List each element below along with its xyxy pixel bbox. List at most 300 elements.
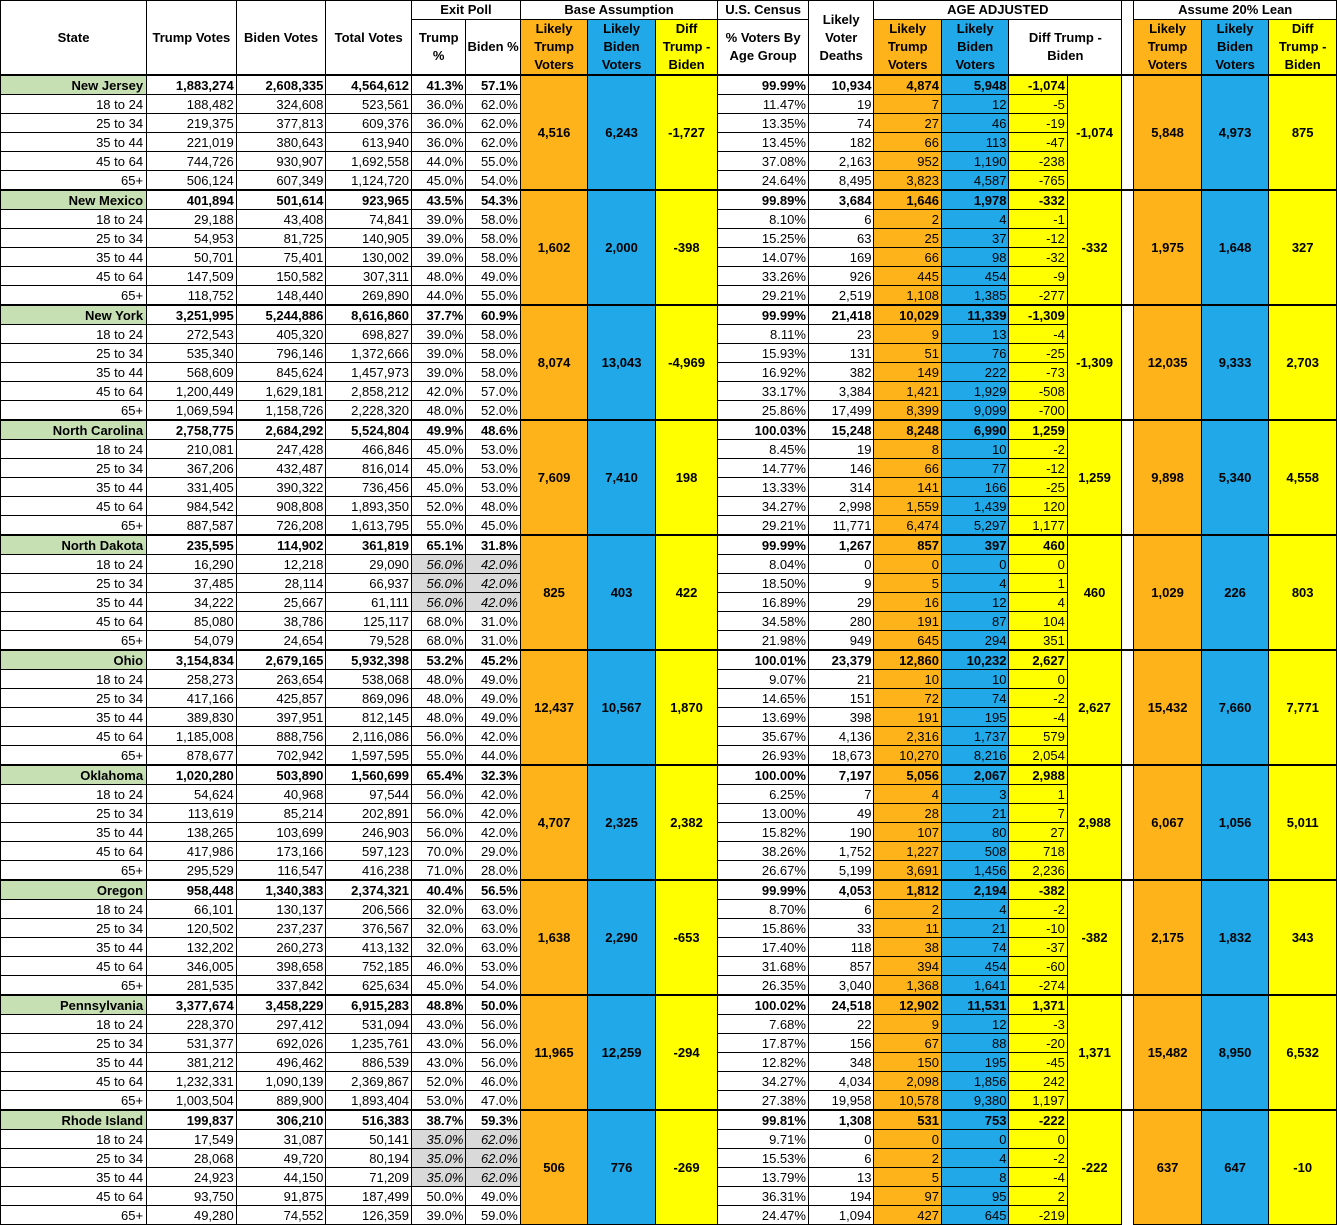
age-biden-votes: 49,720 <box>236 1149 326 1168</box>
age-adj-biden: 37 <box>941 229 1009 248</box>
age-adj-diff: -45 <box>1009 1053 1067 1072</box>
age-biden-votes: 74,552 <box>236 1206 326 1225</box>
base-likely-trump: 4,707 <box>520 765 588 880</box>
age-census-pct: 15.53% <box>718 1149 809 1168</box>
age-adj-trump: 645 <box>874 631 942 651</box>
age-deaths: 29 <box>808 593 873 612</box>
age-trump-pct: 45.0% <box>412 976 466 996</box>
age-adj-diff: -32 <box>1009 248 1067 267</box>
age-group: 45 to 64 <box>1 1187 147 1206</box>
state-deaths: 15,248 <box>808 420 873 440</box>
lean-likely-biden: 1,648 <box>1201 190 1269 305</box>
age-trump-pct: 36.0% <box>412 95 466 114</box>
state-adj-biden: 10,232 <box>941 650 1009 670</box>
age-adj-trump: 28 <box>874 804 942 823</box>
age-adj-biden: 77 <box>941 459 1009 478</box>
age-biden-pct: 63.0% <box>466 919 520 938</box>
age-group: 25 to 34 <box>1 344 147 363</box>
age-adj-biden: 5,297 <box>941 516 1009 536</box>
age-trump-pct: 68.0% <box>412 612 466 631</box>
age-census-pct: 13.69% <box>718 708 809 727</box>
age-adj-biden: 1,856 <box>941 1072 1009 1091</box>
state-adj-diff: 1,259 <box>1009 420 1067 440</box>
state-census-pct: 99.81% <box>718 1110 809 1130</box>
age-biden-votes: 380,643 <box>236 133 326 152</box>
age-census-pct: 8.70% <box>718 900 809 919</box>
age-adj-diff: 0 <box>1009 555 1067 574</box>
age-total-votes: 1,613,795 <box>326 516 412 536</box>
age-trump-pct: 56.0% <box>412 574 466 593</box>
age-deaths: 1,094 <box>808 1206 873 1225</box>
state-total-votes: 361,819 <box>326 535 412 555</box>
age-adj-biden: 74 <box>941 938 1009 957</box>
age-total-votes: 886,539 <box>326 1053 412 1072</box>
age-biden-pct: 53.0% <box>466 957 520 976</box>
header-census: U.S. Census <box>718 1 809 20</box>
adj-diff-total: -382 <box>1067 880 1121 995</box>
age-census-pct: 33.17% <box>718 382 809 401</box>
state-trump-pct: 49.9% <box>412 420 466 440</box>
age-group: 25 to 34 <box>1 229 147 248</box>
state-biden-votes: 501,614 <box>236 190 326 210</box>
age-trump-votes: 54,624 <box>147 785 237 804</box>
state-total-votes: 8,616,860 <box>326 305 412 325</box>
header-base-likely-trump: Likely Trump Voters <box>520 20 588 76</box>
age-biden-pct: 31.0% <box>466 612 520 631</box>
age-adj-trump: 427 <box>874 1206 942 1225</box>
base-likely-biden: 10,567 <box>588 650 656 765</box>
age-adj-trump: 107 <box>874 823 942 842</box>
state-row <box>1 765 1337 785</box>
age-adj-trump: 7 <box>874 95 942 114</box>
age-trump-pct: 70.0% <box>412 842 466 861</box>
age-biden-votes: 1,629,181 <box>236 382 326 401</box>
column-gap <box>1122 1 1134 76</box>
base-likely-trump: 506 <box>520 1110 588 1225</box>
base-likely-biden: 6,243 <box>588 75 656 190</box>
age-biden-votes: 247,428 <box>236 440 326 459</box>
adj-diff-total: -1,309 <box>1067 305 1121 420</box>
age-adj-biden: 12 <box>941 1015 1009 1034</box>
age-census-pct: 38.26% <box>718 842 809 861</box>
state-census-pct: 99.99% <box>718 305 809 325</box>
age-census-pct: 13.79% <box>718 1168 809 1187</box>
age-group: 65+ <box>1 286 147 306</box>
age-biden-votes: 432,487 <box>236 459 326 478</box>
age-trump-pct: 32.0% <box>412 938 466 957</box>
age-trump-pct: 56.0% <box>412 785 466 804</box>
age-biden-votes: 148,440 <box>236 286 326 306</box>
age-adj-trump: 150 <box>874 1053 942 1072</box>
age-adj-trump: 952 <box>874 152 942 171</box>
age-census-pct: 13.00% <box>718 804 809 823</box>
age-trump-pct: 39.0% <box>412 248 466 267</box>
age-biden-votes: 398,658 <box>236 957 326 976</box>
state-trump-pct: 65.4% <box>412 765 466 785</box>
age-biden-votes: 702,942 <box>236 746 326 766</box>
age-adj-biden: 195 <box>941 1053 1009 1072</box>
age-adj-diff: -20 <box>1009 1034 1067 1053</box>
state-biden-pct: 31.8% <box>466 535 520 555</box>
age-deaths: 0 <box>808 555 873 574</box>
lean-diff: 327 <box>1269 190 1337 305</box>
age-trump-pct: 44.0% <box>412 152 466 171</box>
age-group: 65+ <box>1 171 147 191</box>
age-deaths: 9 <box>808 574 873 593</box>
state-biden-pct: 45.2% <box>466 650 520 670</box>
age-biden-pct: 42.0% <box>466 574 520 593</box>
age-deaths: 348 <box>808 1053 873 1072</box>
age-group: 25 to 34 <box>1 919 147 938</box>
age-adj-biden: 4 <box>941 1149 1009 1168</box>
base-diff: -398 <box>655 190 717 305</box>
age-adj-trump: 1,368 <box>874 976 942 996</box>
age-deaths: 49 <box>808 804 873 823</box>
age-group: 45 to 64 <box>1 382 147 401</box>
age-adj-trump: 51 <box>874 344 942 363</box>
age-biden-pct: 49.0% <box>466 708 520 727</box>
age-group: 45 to 64 <box>1 267 147 286</box>
age-deaths: 1,752 <box>808 842 873 861</box>
base-likely-trump: 11,965 <box>520 995 588 1110</box>
age-total-votes: 66,937 <box>326 574 412 593</box>
state-total-votes: 1,560,699 <box>326 765 412 785</box>
age-deaths: 74 <box>808 114 873 133</box>
age-adj-biden: 8,216 <box>941 746 1009 766</box>
state-adj-biden: 11,531 <box>941 995 1009 1015</box>
age-biden-pct: 62.0% <box>466 1168 520 1187</box>
adj-diff-total: 1,259 <box>1067 420 1121 535</box>
age-total-votes: 416,238 <box>326 861 412 881</box>
age-adj-biden: 1,641 <box>941 976 1009 996</box>
age-biden-pct: 53.0% <box>466 478 520 497</box>
state-census-pct: 99.99% <box>718 880 809 900</box>
age-deaths: 13 <box>808 1168 873 1187</box>
column-gap <box>1122 765 1134 880</box>
age-trump-pct: 45.0% <box>412 459 466 478</box>
age-biden-pct: 53.0% <box>466 440 520 459</box>
adj-diff-total: 1,371 <box>1067 995 1121 1110</box>
age-adj-diff: 579 <box>1009 727 1067 746</box>
state-census-pct: 100.01% <box>718 650 809 670</box>
age-total-votes: 1,692,558 <box>326 152 412 171</box>
state-deaths: 4,053 <box>808 880 873 900</box>
age-group: 35 to 44 <box>1 938 147 957</box>
age-adj-diff: 2 <box>1009 1187 1067 1206</box>
age-group: 35 to 44 <box>1 363 147 382</box>
age-trump-pct: 52.0% <box>412 497 466 516</box>
age-group: 25 to 34 <box>1 804 147 823</box>
age-census-pct: 15.25% <box>718 229 809 248</box>
age-biden-votes: 103,699 <box>236 823 326 842</box>
age-adj-biden: 8 <box>941 1168 1009 1187</box>
age-adj-trump: 3,691 <box>874 861 942 881</box>
age-deaths: 17,499 <box>808 401 873 421</box>
base-likely-biden: 2,325 <box>588 765 656 880</box>
lean-diff: 7,771 <box>1269 650 1337 765</box>
age-deaths: 151 <box>808 689 873 708</box>
age-deaths: 857 <box>808 957 873 976</box>
age-trump-votes: 887,587 <box>147 516 237 536</box>
state-biden-votes: 3,458,229 <box>236 995 326 1015</box>
age-adj-diff: -25 <box>1009 478 1067 497</box>
age-deaths: 19 <box>808 440 873 459</box>
header-trump-votes: Trump Votes <box>147 1 237 76</box>
age-census-pct: 17.87% <box>718 1034 809 1053</box>
column-gap <box>1122 305 1134 420</box>
age-adj-biden: 9,380 <box>941 1091 1009 1111</box>
base-likely-biden: 776 <box>588 1110 656 1225</box>
age-trump-pct: 44.0% <box>412 286 466 306</box>
age-biden-votes: 263,654 <box>236 670 326 689</box>
state-adj-trump: 10,029 <box>874 305 942 325</box>
header-lean-likely-biden: Likely Biden Voters <box>1201 20 1269 76</box>
age-biden-pct: 31.0% <box>466 631 520 651</box>
age-adj-trump: 141 <box>874 478 942 497</box>
state-biden-votes: 2,684,292 <box>236 420 326 440</box>
age-adj-trump: 2,316 <box>874 727 942 746</box>
base-diff: 1,870 <box>655 650 717 765</box>
age-biden-pct: 29.0% <box>466 842 520 861</box>
state-total-votes: 516,383 <box>326 1110 412 1130</box>
age-biden-votes: 116,547 <box>236 861 326 881</box>
age-biden-pct: 58.0% <box>466 229 520 248</box>
state-census-pct: 100.03% <box>718 420 809 440</box>
column-gap <box>1122 75 1134 190</box>
age-trump-votes: 1,232,331 <box>147 1072 237 1091</box>
age-total-votes: 61,111 <box>326 593 412 612</box>
age-trump-pct: 48.0% <box>412 689 466 708</box>
age-biden-votes: 75,401 <box>236 248 326 267</box>
age-deaths: 8,495 <box>808 171 873 191</box>
lean-diff: -10 <box>1269 1110 1337 1225</box>
age-deaths: 6 <box>808 1149 873 1168</box>
state-row <box>1 880 1337 900</box>
age-census-pct: 25.86% <box>718 401 809 421</box>
column-gap <box>1122 880 1134 995</box>
age-trump-votes: 506,124 <box>147 171 237 191</box>
age-census-pct: 11.47% <box>718 95 809 114</box>
age-adj-biden: 294 <box>941 631 1009 651</box>
age-total-votes: 1,597,595 <box>326 746 412 766</box>
age-adj-biden: 454 <box>941 957 1009 976</box>
age-trump-votes: 1,200,449 <box>147 382 237 401</box>
age-trump-pct: 32.0% <box>412 919 466 938</box>
age-deaths: 131 <box>808 344 873 363</box>
age-census-pct: 12.82% <box>718 1053 809 1072</box>
age-adj-diff: -19 <box>1009 114 1067 133</box>
age-adj-trump: 67 <box>874 1034 942 1053</box>
header-biden-votes: Biden Votes <box>236 1 326 76</box>
age-trump-pct: 55.0% <box>412 516 466 536</box>
table-body <box>1 75 1337 1225</box>
age-deaths: 0 <box>808 1130 873 1149</box>
age-biden-votes: 91,875 <box>236 1187 326 1206</box>
age-adj-biden: 1,190 <box>941 152 1009 171</box>
lean-likely-trump: 9,898 <box>1134 420 1202 535</box>
age-trump-votes: 54,953 <box>147 229 237 248</box>
state-adj-diff: -332 <box>1009 190 1067 210</box>
state-biden-votes: 503,890 <box>236 765 326 785</box>
age-biden-pct: 62.0% <box>466 133 520 152</box>
age-deaths: 6 <box>808 900 873 919</box>
age-adj-diff: 351 <box>1009 631 1067 651</box>
age-adj-diff: -219 <box>1009 1206 1067 1225</box>
lean-likely-biden: 226 <box>1201 535 1269 650</box>
lean-likely-trump: 1,029 <box>1134 535 1202 650</box>
state-deaths: 10,934 <box>808 75 873 95</box>
age-adj-trump: 1,108 <box>874 286 942 306</box>
age-group: 25 to 34 <box>1 689 147 708</box>
state-adj-trump: 531 <box>874 1110 942 1130</box>
age-adj-diff: 120 <box>1009 497 1067 516</box>
age-biden-votes: 908,808 <box>236 497 326 516</box>
age-deaths: 18,673 <box>808 746 873 766</box>
age-adj-diff: -3 <box>1009 1015 1067 1034</box>
state-adj-trump: 857 <box>874 535 942 555</box>
age-deaths: 2,519 <box>808 286 873 306</box>
base-likely-trump: 1,638 <box>520 880 588 995</box>
state-biden-pct: 57.1% <box>466 75 520 95</box>
age-adj-trump: 2 <box>874 900 942 919</box>
state-name: North Dakota <box>1 535 147 555</box>
state-deaths: 7,197 <box>808 765 873 785</box>
age-biden-votes: 337,842 <box>236 976 326 996</box>
age-deaths: 3,384 <box>808 382 873 401</box>
age-group: 45 to 64 <box>1 1072 147 1091</box>
age-group: 45 to 64 <box>1 612 147 631</box>
state-biden-pct: 48.6% <box>466 420 520 440</box>
state-biden-pct: 32.3% <box>466 765 520 785</box>
age-adj-biden: 21 <box>941 804 1009 823</box>
age-trump-pct: 48.0% <box>412 401 466 421</box>
column-gap <box>1122 190 1134 305</box>
age-biden-pct: 62.0% <box>466 95 520 114</box>
age-adj-trump: 394 <box>874 957 942 976</box>
state-trump-votes: 401,894 <box>147 190 237 210</box>
age-biden-pct: 42.0% <box>466 785 520 804</box>
state-trump-votes: 1,020,280 <box>147 765 237 785</box>
age-adj-biden: 508 <box>941 842 1009 861</box>
age-total-votes: 246,903 <box>326 823 412 842</box>
age-adj-diff: 1 <box>1009 574 1067 593</box>
age-biden-votes: 43,408 <box>236 210 326 229</box>
age-adj-diff: 2,054 <box>1009 746 1067 766</box>
age-group: 35 to 44 <box>1 708 147 727</box>
state-adj-trump: 12,902 <box>874 995 942 1015</box>
age-adj-diff: -508 <box>1009 382 1067 401</box>
state-adj-biden: 5,948 <box>941 75 1009 95</box>
age-adj-trump: 2 <box>874 210 942 229</box>
age-census-pct: 16.92% <box>718 363 809 382</box>
age-biden-pct: 55.0% <box>466 286 520 306</box>
age-trump-votes: 1,069,594 <box>147 401 237 421</box>
age-biden-votes: 297,412 <box>236 1015 326 1034</box>
age-total-votes: 2,369,867 <box>326 1072 412 1091</box>
age-trump-votes: 29,188 <box>147 210 237 229</box>
state-census-pct: 99.89% <box>718 190 809 210</box>
state-row <box>1 75 1337 95</box>
age-biden-pct: 58.0% <box>466 344 520 363</box>
age-total-votes: 130,002 <box>326 248 412 267</box>
adj-diff-total: -332 <box>1067 190 1121 305</box>
age-total-votes: 80,194 <box>326 1149 412 1168</box>
lean-diff: 5,011 <box>1269 765 1337 880</box>
age-biden-votes: 237,237 <box>236 919 326 938</box>
lean-likely-biden: 1,056 <box>1201 765 1269 880</box>
age-deaths: 182 <box>808 133 873 152</box>
state-biden-pct: 59.3% <box>466 1110 520 1130</box>
age-group: 18 to 24 <box>1 900 147 919</box>
header-deaths: Likely Voter Deaths <box>808 1 873 76</box>
age-deaths: 23 <box>808 325 873 344</box>
age-adj-biden: 12 <box>941 95 1009 114</box>
age-adj-biden: 76 <box>941 344 1009 363</box>
age-adj-biden: 10 <box>941 670 1009 689</box>
age-trump-votes: 66,101 <box>147 900 237 919</box>
base-likely-biden: 7,410 <box>588 420 656 535</box>
age-trump-pct: 43.0% <box>412 1034 466 1053</box>
age-biden-votes: 845,624 <box>236 363 326 382</box>
age-trump-votes: 34,222 <box>147 593 237 612</box>
age-deaths: 2,163 <box>808 152 873 171</box>
age-census-pct: 14.65% <box>718 689 809 708</box>
age-total-votes: 269,890 <box>326 286 412 306</box>
age-adj-diff: -2 <box>1009 1149 1067 1168</box>
age-adj-trump: 8,399 <box>874 401 942 421</box>
age-total-votes: 609,376 <box>326 114 412 133</box>
state-adj-trump: 1,646 <box>874 190 942 210</box>
age-adj-diff: 0 <box>1009 1130 1067 1149</box>
base-likely-biden: 2,000 <box>588 190 656 305</box>
age-trump-pct: 56.0% <box>412 804 466 823</box>
age-total-votes: 466,846 <box>326 440 412 459</box>
state-adj-trump: 1,812 <box>874 880 942 900</box>
age-adj-trump: 5 <box>874 574 942 593</box>
age-trump-pct: 39.0% <box>412 229 466 248</box>
age-census-pct: 29.21% <box>718 516 809 536</box>
age-total-votes: 29,090 <box>326 555 412 574</box>
age-trump-votes: 389,830 <box>147 708 237 727</box>
age-total-votes: 2,228,320 <box>326 401 412 421</box>
age-total-votes: 74,841 <box>326 210 412 229</box>
age-biden-pct: 49.0% <box>466 267 520 286</box>
age-biden-pct: 46.0% <box>466 1072 520 1091</box>
age-trump-votes: 28,068 <box>147 1149 237 1168</box>
age-adj-biden: 4 <box>941 574 1009 593</box>
age-trump-votes: 228,370 <box>147 1015 237 1034</box>
age-biden-pct: 53.0% <box>466 459 520 478</box>
state-row <box>1 305 1337 325</box>
age-trump-pct: 48.0% <box>412 267 466 286</box>
age-adj-trump: 25 <box>874 229 942 248</box>
lean-diff: 803 <box>1269 535 1337 650</box>
age-census-pct: 26.67% <box>718 861 809 881</box>
age-biden-votes: 150,582 <box>236 267 326 286</box>
age-biden-votes: 930,907 <box>236 152 326 171</box>
state-deaths: 24,518 <box>808 995 873 1015</box>
age-census-pct: 14.77% <box>718 459 809 478</box>
age-trump-pct: 35.0% <box>412 1130 466 1149</box>
state-census-pct: 99.99% <box>718 535 809 555</box>
age-biden-votes: 24,654 <box>236 631 326 651</box>
age-census-pct: 37.08% <box>718 152 809 171</box>
age-biden-votes: 81,725 <box>236 229 326 248</box>
age-adj-trump: 191 <box>874 612 942 631</box>
age-biden-votes: 796,146 <box>236 344 326 363</box>
age-total-votes: 71,209 <box>326 1168 412 1187</box>
age-total-votes: 376,567 <box>326 919 412 938</box>
